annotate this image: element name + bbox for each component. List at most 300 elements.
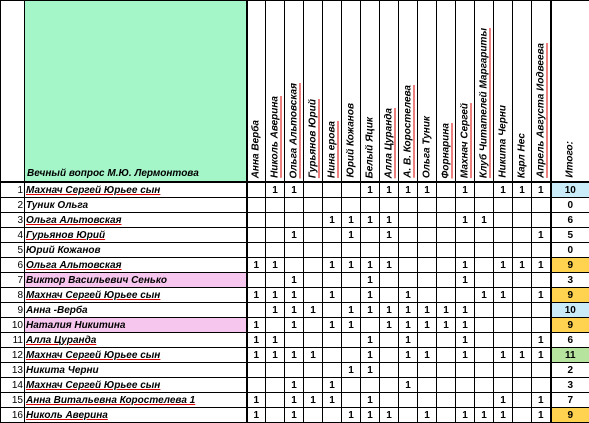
mark-cell[interactable]: [304, 363, 323, 378]
mark-cell[interactable]: [304, 288, 323, 303]
mark-cell[interactable]: [494, 303, 513, 318]
mark-cell[interactable]: 1: [380, 318, 399, 333]
mark-cell[interactable]: [456, 288, 475, 303]
mark-cell[interactable]: [380, 333, 399, 348]
mark-cell[interactable]: 1: [380, 213, 399, 228]
mark-cell[interactable]: [380, 198, 399, 213]
mark-cell[interactable]: [437, 273, 456, 288]
mark-cell[interactable]: [266, 198, 285, 213]
mark-cell[interactable]: 1: [494, 182, 513, 198]
row-name-cell[interactable]: [25, 213, 247, 228]
total-cell[interactable]: 10: [551, 303, 589, 318]
row-number-cell[interactable]: 7: [1, 273, 25, 288]
mark-cell[interactable]: [418, 333, 437, 348]
mark-cell[interactable]: [513, 333, 532, 348]
mark-cell[interactable]: [285, 258, 304, 273]
mark-cell[interactable]: [418, 393, 437, 408]
mark-cell[interactable]: [418, 378, 437, 393]
mark-cell[interactable]: [304, 228, 323, 243]
mark-cell[interactable]: 1: [380, 258, 399, 273]
row-name-cell[interactable]: [25, 363, 247, 378]
mark-cell[interactable]: 1: [437, 303, 456, 318]
mark-cell[interactable]: 1: [361, 288, 380, 303]
mark-cell[interactable]: 1: [513, 182, 532, 198]
mark-cell[interactable]: 1: [418, 348, 437, 363]
mark-cell[interactable]: [247, 228, 266, 243]
mark-cell[interactable]: [475, 273, 494, 288]
mark-cell[interactable]: [304, 243, 323, 258]
row-name-cell[interactable]: [25, 243, 247, 258]
mark-cell[interactable]: [475, 318, 494, 333]
total-cell[interactable]: 5: [551, 228, 589, 243]
mark-cell[interactable]: 1: [513, 258, 532, 273]
row-name-cell[interactable]: [25, 378, 247, 393]
mark-cell[interactable]: 1: [380, 408, 399, 423]
row-name-cell[interactable]: [25, 273, 247, 288]
mark-cell[interactable]: 1: [532, 228, 551, 243]
mark-cell[interactable]: 1: [323, 318, 342, 333]
mark-cell[interactable]: [304, 333, 323, 348]
mark-cell[interactable]: [532, 273, 551, 288]
mark-cell[interactable]: [304, 273, 323, 288]
mark-cell[interactable]: [285, 243, 304, 258]
mark-cell[interactable]: [361, 318, 380, 333]
mark-cell[interactable]: [247, 273, 266, 288]
column-header-cell[interactable]: [342, 1, 361, 183]
mark-cell[interactable]: [475, 378, 494, 393]
mark-cell[interactable]: [513, 408, 532, 423]
mark-cell[interactable]: 1: [285, 318, 304, 333]
mark-cell[interactable]: [266, 318, 285, 333]
mark-cell[interactable]: [532, 243, 551, 258]
mark-cell[interactable]: 1: [247, 393, 266, 408]
mark-cell[interactable]: 1: [494, 258, 513, 273]
mark-cell[interactable]: [418, 273, 437, 288]
mark-cell[interactable]: [304, 408, 323, 423]
mark-cell[interactable]: [266, 213, 285, 228]
row-number-cell[interactable]: 16: [1, 408, 25, 423]
mark-cell[interactable]: 1: [532, 333, 551, 348]
mark-cell[interactable]: [342, 288, 361, 303]
mark-cell[interactable]: [399, 228, 418, 243]
mark-cell[interactable]: 1: [475, 288, 494, 303]
mark-cell[interactable]: 1: [399, 288, 418, 303]
mark-cell[interactable]: 1: [399, 348, 418, 363]
mark-cell[interactable]: 1: [456, 303, 475, 318]
total-cell[interactable]: 2: [551, 363, 589, 378]
row-number-cell[interactable]: 4: [1, 228, 25, 243]
mark-cell[interactable]: [399, 273, 418, 288]
mark-cell[interactable]: [494, 363, 513, 378]
total-cell[interactable]: 6: [551, 213, 589, 228]
mark-cell[interactable]: 1: [266, 333, 285, 348]
mark-cell[interactable]: [247, 243, 266, 258]
mark-cell[interactable]: 1: [285, 348, 304, 363]
mark-cell[interactable]: [361, 378, 380, 393]
mark-cell[interactable]: [342, 348, 361, 363]
mark-cell[interactable]: [513, 393, 532, 408]
mark-cell[interactable]: [304, 258, 323, 273]
mark-cell[interactable]: [247, 303, 266, 318]
mark-cell[interactable]: [247, 182, 266, 198]
mark-cell[interactable]: [494, 273, 513, 288]
mark-cell[interactable]: 1: [532, 393, 551, 408]
mark-cell[interactable]: [513, 288, 532, 303]
mark-cell[interactable]: [513, 198, 532, 213]
mark-cell[interactable]: [475, 198, 494, 213]
total-cell[interactable]: 9: [551, 288, 589, 303]
mark-cell[interactable]: [456, 393, 475, 408]
mark-cell[interactable]: [437, 408, 456, 423]
row-number-cell[interactable]: 3: [1, 213, 25, 228]
mark-cell[interactable]: [380, 243, 399, 258]
mark-cell[interactable]: 1: [342, 303, 361, 318]
row-name-cell[interactable]: [25, 198, 247, 213]
mark-cell[interactable]: [418, 198, 437, 213]
mark-cell[interactable]: [380, 348, 399, 363]
mark-cell[interactable]: [304, 182, 323, 198]
row-number-cell[interactable]: 14: [1, 378, 25, 393]
mark-cell[interactable]: 1: [456, 182, 475, 198]
row-name-cell[interactable]: [25, 393, 247, 408]
mark-cell[interactable]: 1: [418, 318, 437, 333]
mark-cell[interactable]: 1: [361, 258, 380, 273]
mark-cell[interactable]: [418, 228, 437, 243]
mark-cell[interactable]: [304, 198, 323, 213]
mark-cell[interactable]: [247, 198, 266, 213]
mark-cell[interactable]: 1: [399, 333, 418, 348]
header-corner-cell[interactable]: [1, 1, 25, 183]
mark-cell[interactable]: 1: [456, 258, 475, 273]
mark-cell[interactable]: 1: [532, 348, 551, 363]
mark-cell[interactable]: 1: [285, 378, 304, 393]
mark-cell[interactable]: 1: [247, 318, 266, 333]
total-cell[interactable]: 6: [551, 333, 589, 348]
mark-cell[interactable]: [532, 303, 551, 318]
mark-cell[interactable]: [475, 333, 494, 348]
row-number-cell[interactable]: 9: [1, 303, 25, 318]
mark-cell[interactable]: [399, 393, 418, 408]
mark-cell[interactable]: [323, 182, 342, 198]
mark-cell[interactable]: 1: [456, 333, 475, 348]
mark-cell[interactable]: [361, 243, 380, 258]
column-header-cell[interactable]: [304, 1, 323, 183]
mark-cell[interactable]: 1: [456, 213, 475, 228]
mark-cell[interactable]: 1: [361, 408, 380, 423]
mark-cell[interactable]: [285, 333, 304, 348]
mark-cell[interactable]: [494, 213, 513, 228]
mark-cell[interactable]: [475, 393, 494, 408]
mark-cell[interactable]: [437, 213, 456, 228]
mark-cell[interactable]: [266, 243, 285, 258]
mark-cell[interactable]: 1: [361, 393, 380, 408]
mark-cell[interactable]: 1: [532, 408, 551, 423]
mark-cell[interactable]: [380, 363, 399, 378]
row-name-cell[interactable]: [25, 333, 247, 348]
row-number-cell[interactable]: 11: [1, 333, 25, 348]
mark-cell[interactable]: [380, 378, 399, 393]
mark-cell[interactable]: [380, 393, 399, 408]
mark-cell[interactable]: [437, 333, 456, 348]
mark-cell[interactable]: 1: [361, 182, 380, 198]
column-header-cell[interactable]: [494, 1, 513, 183]
mark-cell[interactable]: 1: [399, 182, 418, 198]
mark-cell[interactable]: [247, 378, 266, 393]
mark-cell[interactable]: 1: [494, 288, 513, 303]
mark-cell[interactable]: 1: [418, 408, 437, 423]
mark-cell[interactable]: [342, 393, 361, 408]
mark-cell[interactable]: 1: [266, 182, 285, 198]
mark-cell[interactable]: [418, 258, 437, 273]
column-header-cell[interactable]: [475, 1, 494, 183]
mark-cell[interactable]: 1: [361, 363, 380, 378]
mark-cell[interactable]: [532, 378, 551, 393]
column-header-cell[interactable]: [437, 1, 456, 183]
mark-cell[interactable]: [475, 182, 494, 198]
mark-cell[interactable]: 1: [532, 182, 551, 198]
mark-cell[interactable]: [475, 243, 494, 258]
mark-cell[interactable]: [266, 378, 285, 393]
mark-cell[interactable]: [266, 273, 285, 288]
mark-cell[interactable]: [437, 363, 456, 378]
total-header-cell[interactable]: [551, 1, 589, 183]
mark-cell[interactable]: [437, 348, 456, 363]
mark-cell[interactable]: [532, 198, 551, 213]
mark-cell[interactable]: [323, 198, 342, 213]
mark-cell[interactable]: [266, 228, 285, 243]
column-header-cell[interactable]: [266, 1, 285, 183]
mark-cell[interactable]: 1: [532, 258, 551, 273]
mark-cell[interactable]: [247, 213, 266, 228]
mark-cell[interactable]: [323, 303, 342, 318]
mark-cell[interactable]: 1: [247, 258, 266, 273]
mark-cell[interactable]: [513, 243, 532, 258]
column-header-cell[interactable]: [456, 1, 475, 183]
total-cell[interactable]: 11: [551, 348, 589, 363]
mark-cell[interactable]: 1: [285, 273, 304, 288]
column-header-cell[interactable]: [418, 1, 437, 183]
mark-cell[interactable]: [437, 393, 456, 408]
column-header-cell[interactable]: [247, 1, 266, 183]
mark-cell[interactable]: [323, 348, 342, 363]
mark-cell[interactable]: [342, 333, 361, 348]
mark-cell[interactable]: [304, 378, 323, 393]
total-cell[interactable]: 0: [551, 243, 589, 258]
mark-cell[interactable]: [437, 288, 456, 303]
mark-cell[interactable]: 1: [475, 213, 494, 228]
mark-cell[interactable]: [532, 318, 551, 333]
mark-cell[interactable]: [285, 198, 304, 213]
row-number-cell[interactable]: 8: [1, 288, 25, 303]
mark-cell[interactable]: [437, 258, 456, 273]
mark-cell[interactable]: [304, 318, 323, 333]
mark-cell[interactable]: 1: [399, 303, 418, 318]
mark-cell[interactable]: [437, 243, 456, 258]
mark-cell[interactable]: [494, 228, 513, 243]
mark-cell[interactable]: 1: [418, 303, 437, 318]
mark-cell[interactable]: 1: [266, 348, 285, 363]
mark-cell[interactable]: 1: [456, 273, 475, 288]
mark-cell[interactable]: 1: [513, 348, 532, 363]
total-cell[interactable]: 10: [551, 182, 589, 198]
mark-cell[interactable]: [513, 378, 532, 393]
mark-cell[interactable]: [323, 273, 342, 288]
mark-cell[interactable]: [285, 363, 304, 378]
mark-cell[interactable]: 1: [285, 182, 304, 198]
mark-cell[interactable]: [456, 378, 475, 393]
mark-cell[interactable]: 1: [304, 303, 323, 318]
row-number-cell[interactable]: 1: [1, 182, 25, 198]
mark-cell[interactable]: [399, 243, 418, 258]
mark-cell[interactable]: 1: [437, 318, 456, 333]
mark-cell[interactable]: [399, 213, 418, 228]
mark-cell[interactable]: 1: [361, 213, 380, 228]
mark-cell[interactable]: [266, 363, 285, 378]
mark-cell[interactable]: [532, 363, 551, 378]
mark-cell[interactable]: 1: [342, 318, 361, 333]
mark-cell[interactable]: [513, 363, 532, 378]
mark-cell[interactable]: [418, 288, 437, 303]
mark-cell[interactable]: [513, 303, 532, 318]
mark-cell[interactable]: [437, 198, 456, 213]
mark-cell[interactable]: [456, 198, 475, 213]
mark-cell[interactable]: [266, 393, 285, 408]
mark-cell[interactable]: [247, 363, 266, 378]
total-cell[interactable]: 9: [551, 408, 589, 423]
mark-cell[interactable]: 1: [304, 348, 323, 363]
mark-cell[interactable]: 1: [399, 318, 418, 333]
total-cell[interactable]: 9: [551, 258, 589, 273]
mark-cell[interactable]: 1: [494, 408, 513, 423]
row-name-cell[interactable]: [25, 288, 247, 303]
mark-cell[interactable]: [513, 318, 532, 333]
column-header-cell[interactable]: [399, 1, 418, 183]
mark-cell[interactable]: [323, 363, 342, 378]
mark-cell[interactable]: [342, 378, 361, 393]
mark-cell[interactable]: [532, 213, 551, 228]
mark-cell[interactable]: 1: [266, 303, 285, 318]
mark-cell[interactable]: 1: [361, 273, 380, 288]
mark-cell[interactable]: [513, 213, 532, 228]
row-number-cell[interactable]: 15: [1, 393, 25, 408]
mark-cell[interactable]: 1: [342, 228, 361, 243]
mark-cell[interactable]: 1: [304, 393, 323, 408]
mark-cell[interactable]: 1: [342, 213, 361, 228]
mark-cell[interactable]: 1: [532, 288, 551, 303]
mark-cell[interactable]: [342, 273, 361, 288]
mark-cell[interactable]: [342, 243, 361, 258]
mark-cell[interactable]: 1: [361, 348, 380, 363]
total-cell[interactable]: 9: [551, 318, 589, 333]
column-header-cell[interactable]: [285, 1, 304, 183]
mark-cell[interactable]: 1: [475, 408, 494, 423]
mark-cell[interactable]: 1: [380, 228, 399, 243]
mark-cell[interactable]: 1: [247, 348, 266, 363]
row-name-cell[interactable]: [25, 258, 247, 273]
mark-cell[interactable]: [456, 363, 475, 378]
mark-cell[interactable]: [380, 273, 399, 288]
mark-cell[interactable]: 1: [247, 408, 266, 423]
mark-cell[interactable]: 1: [494, 348, 513, 363]
mark-cell[interactable]: 1: [247, 288, 266, 303]
total-cell[interactable]: 7: [551, 393, 589, 408]
row-name-cell[interactable]: [25, 228, 247, 243]
mark-cell[interactable]: 1: [266, 258, 285, 273]
mark-cell[interactable]: [342, 182, 361, 198]
mark-cell[interactable]: [399, 198, 418, 213]
mark-cell[interactable]: 1: [361, 333, 380, 348]
mark-cell[interactable]: 1: [323, 378, 342, 393]
mark-cell[interactable]: [323, 243, 342, 258]
mark-cell[interactable]: [380, 288, 399, 303]
title-cell[interactable]: [25, 1, 247, 183]
mark-cell[interactable]: [494, 243, 513, 258]
row-number-cell[interactable]: 10: [1, 318, 25, 333]
mark-cell[interactable]: 1: [361, 303, 380, 318]
mark-cell[interactable]: 1: [285, 228, 304, 243]
row-name-cell[interactable]: [25, 348, 247, 363]
mark-cell[interactable]: [494, 318, 513, 333]
mark-cell[interactable]: [418, 363, 437, 378]
mark-cell[interactable]: 1: [323, 213, 342, 228]
row-name-cell[interactable]: [25, 318, 247, 333]
mark-cell[interactable]: [399, 258, 418, 273]
mark-cell[interactable]: 1: [323, 258, 342, 273]
mark-cell[interactable]: 1: [266, 288, 285, 303]
mark-cell[interactable]: [342, 198, 361, 213]
row-number-cell[interactable]: 6: [1, 258, 25, 273]
mark-cell[interactable]: 1: [342, 408, 361, 423]
row-number-cell[interactable]: 5: [1, 243, 25, 258]
row-name-cell[interactable]: [25, 182, 247, 198]
mark-cell[interactable]: [399, 363, 418, 378]
mark-cell[interactable]: 1: [456, 408, 475, 423]
mark-cell[interactable]: 1: [285, 288, 304, 303]
mark-cell[interactable]: 1: [456, 348, 475, 363]
mark-cell[interactable]: 1: [418, 182, 437, 198]
mark-cell[interactable]: [418, 243, 437, 258]
mark-cell[interactable]: [494, 333, 513, 348]
mark-cell[interactable]: 1: [323, 288, 342, 303]
column-header-cell[interactable]: [323, 1, 342, 183]
total-cell[interactable]: 3: [551, 378, 589, 393]
mark-cell[interactable]: [475, 303, 494, 318]
mark-cell[interactable]: 1: [380, 303, 399, 318]
mark-cell[interactable]: [475, 348, 494, 363]
row-number-cell[interactable]: 12: [1, 348, 25, 363]
mark-cell[interactable]: 1: [342, 258, 361, 273]
mark-cell[interactable]: [266, 408, 285, 423]
mark-cell[interactable]: 1: [456, 318, 475, 333]
mark-cell[interactable]: 1: [494, 393, 513, 408]
mark-cell[interactable]: [456, 243, 475, 258]
mark-cell[interactable]: 1: [323, 393, 342, 408]
mark-cell[interactable]: 1: [380, 182, 399, 198]
mark-cell[interactable]: 1: [247, 333, 266, 348]
mark-cell[interactable]: [513, 273, 532, 288]
total-cell[interactable]: 0: [551, 198, 589, 213]
row-number-cell[interactable]: 2: [1, 198, 25, 213]
mark-cell[interactable]: [304, 213, 323, 228]
row-name-cell[interactable]: [25, 303, 247, 318]
row-number-cell[interactable]: 13: [1, 363, 25, 378]
mark-cell[interactable]: [285, 213, 304, 228]
mark-cell[interactable]: [361, 198, 380, 213]
mark-cell[interactable]: [494, 198, 513, 213]
mark-cell[interactable]: [323, 408, 342, 423]
mark-cell[interactable]: 1: [285, 303, 304, 318]
mark-cell[interactable]: 1: [285, 393, 304, 408]
